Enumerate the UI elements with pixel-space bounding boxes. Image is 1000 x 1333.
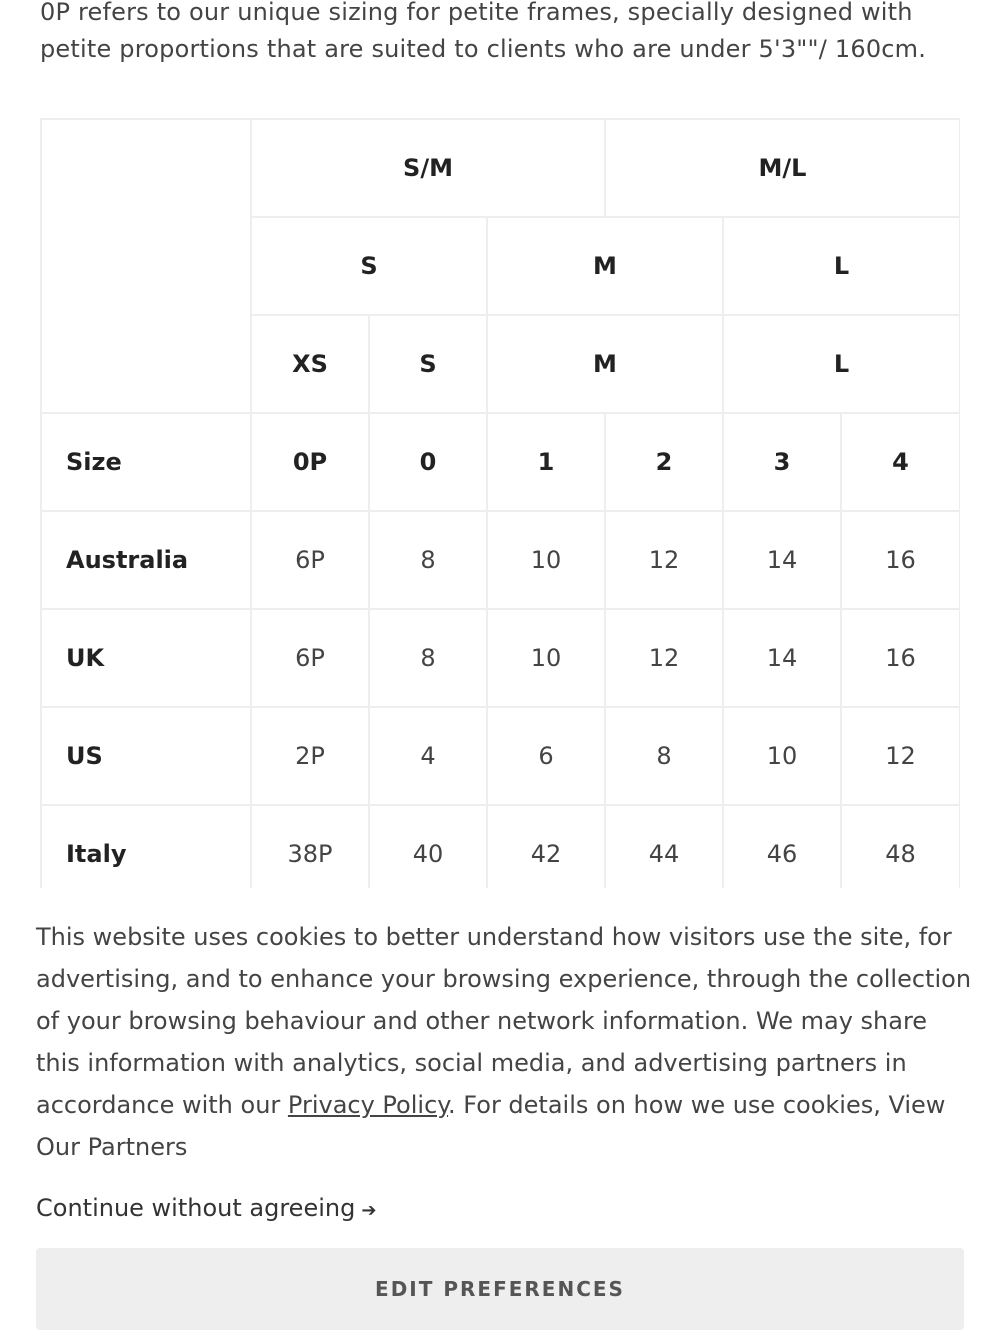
table-cell: 16 [841,609,960,707]
table-cell: 48 [841,805,960,888]
table-row [41,805,960,888]
table-row [41,609,960,707]
table-cell: 40 [369,805,487,888]
row-label: UK [41,609,251,707]
row-label: US [41,707,251,805]
table-cell: 3 [723,413,841,511]
arrow-right-icon: ➔ [361,1200,377,1221]
row-label: Italy [41,805,251,888]
continue-label: Continue without agreeing [36,1194,356,1222]
cookie-banner [0,888,1000,1333]
group-header: M/L [605,119,960,217]
table-cell: 6P [251,511,369,609]
table-cell: 10 [723,707,841,805]
table-cell: 2P [251,707,369,805]
corner-cell [41,119,251,413]
size-chart [40,118,960,888]
group-header: M [487,315,723,413]
group-row-1 [41,119,960,217]
group-header: S [369,315,487,413]
table-cell: 38P [251,805,369,888]
group-header: S/M [251,119,605,217]
cookie-text-part: . For details on how we use cookies, View Our Partners [36,1091,946,1161]
table-cell: 8 [369,511,487,609]
table-cell: 4 [369,707,487,805]
table-cell: 6P [251,609,369,707]
table-cell: 44 [605,805,723,888]
table-cell: 12 [841,707,960,805]
table-cell: 12 [605,511,723,609]
group-header: S [251,217,487,315]
sizing-intro-text: 0P refers to our unique sizing for petite frames, specially designed with petite proportions that are suited to clients who are under 5'3""/ 160cm. [40,0,927,63]
edit-preferences-button[interactable]: EDIT PREFERENCES [36,1248,964,1330]
table-row [41,511,960,609]
row-label: Australia [41,511,251,609]
row-label: Size [41,413,251,511]
table-row [41,707,960,805]
table-cell: 4 [841,413,960,511]
table-cell: 12 [605,609,723,707]
group-header: XS [251,315,369,413]
cookie-notice-text [36,916,976,1168]
table-row [41,413,960,511]
table-cell: 8 [369,609,487,707]
table-cell: 8 [605,707,723,805]
table-cell: 14 [723,609,841,707]
table-cell: 42 [487,805,605,888]
size-table [40,118,960,888]
cookie-text-part: This website uses cookies to better understand how visitors use the site, for advertising, and to enhance your browsing experience, through the collection of your browsing behaviour and other network information. We may share this information with analytics, social media, and advertising partners in accordance with our [36,923,972,1119]
table-cell: 0P [251,413,369,511]
table-cell: 2 [605,413,723,511]
group-header: L [723,315,960,413]
table-cell: 10 [487,609,605,707]
table-cell: 46 [723,805,841,888]
group-header: L [723,217,960,315]
table-cell: 14 [723,511,841,609]
table-cell: 1 [487,413,605,511]
table-cell: 6 [487,707,605,805]
continue-without-agreeing-button[interactable] [36,1194,376,1222]
privacy-policy-link[interactable]: Privacy Policy [287,1091,449,1119]
group-header: M [487,217,723,315]
table-cell: 0 [369,413,487,511]
table-cell: 10 [487,511,605,609]
table-cell: 16 [841,511,960,609]
